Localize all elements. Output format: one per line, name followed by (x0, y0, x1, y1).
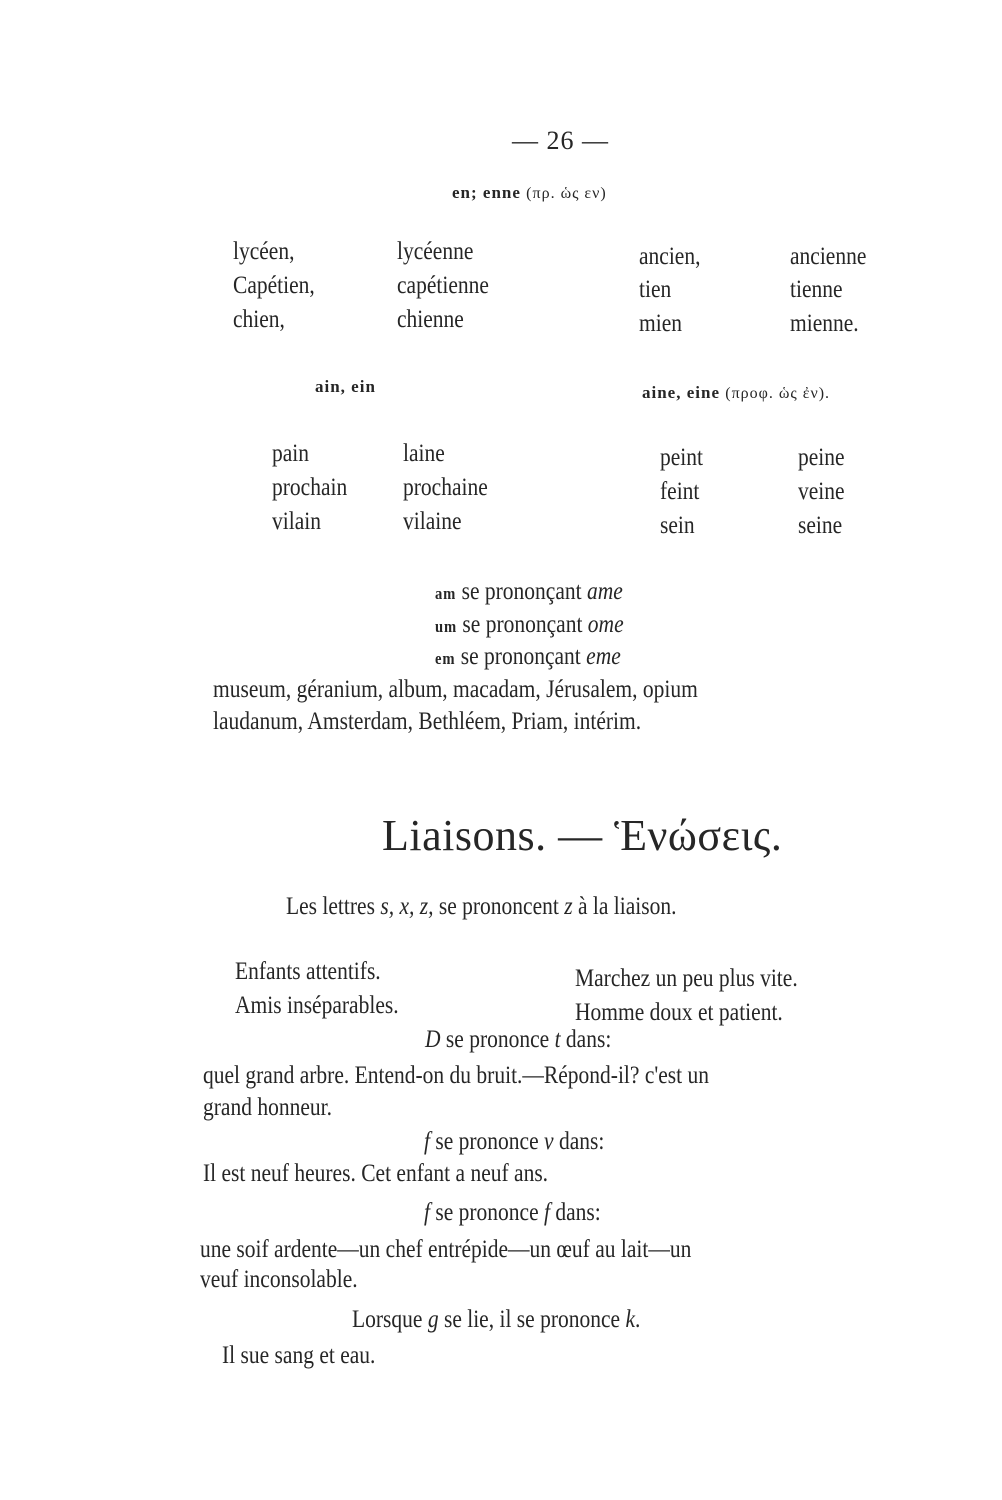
example: Homme doux et patient. (575, 999, 783, 1026)
rule-letter: v (544, 1128, 554, 1155)
rule-text: se prononce (429, 1128, 545, 1155)
section-header-aine-eine (642, 383, 830, 403)
word: prochain (272, 474, 348, 501)
examples-line: museum, géranium, album, macadam, Jérusalem, opium (213, 676, 698, 703)
example-line: Il est neuf heures. Cet enfant a neuf ans. (203, 1160, 549, 1187)
example: Enfants attentifs. (235, 958, 381, 985)
rule-text: Les lettres (286, 893, 381, 920)
rule-italic: eme (586, 643, 621, 670)
rule-text: se lie, il se prononce (438, 1306, 626, 1333)
f-f-rule (424, 1199, 601, 1227)
rule-letter: f (544, 1199, 550, 1226)
word: Capétien, (233, 272, 315, 299)
rule-letter: f (424, 1128, 430, 1155)
word: vilain (272, 508, 321, 535)
example-line: veuf inconsolable. (200, 1266, 358, 1293)
example-line: Il sue sang et eau. (222, 1342, 376, 1369)
f-v-rule (424, 1128, 604, 1156)
word: seine (798, 512, 843, 539)
rule-text: à la liaison. (572, 893, 677, 920)
page-number: — 26 — (512, 126, 609, 155)
d-rule (425, 1026, 611, 1054)
header-greek: (προφ. ὡς ἐν). (725, 385, 831, 402)
rule-text: se prononce (429, 1199, 545, 1226)
rule-italic: ame (586, 578, 623, 605)
rule-text: se prononçant (455, 643, 587, 670)
rule-letters: s, x, z, (380, 893, 434, 920)
word: peint (660, 444, 703, 471)
word: mienne. (790, 310, 859, 337)
header-bold: aine, eine (642, 383, 720, 402)
header-bold: en; enne (452, 183, 521, 202)
rule-letter: k (625, 1306, 636, 1333)
rule-letter: t (554, 1026, 561, 1053)
word: prochaine (403, 474, 488, 501)
example: Marchez un peu plus vite. (575, 965, 798, 992)
word: chien, (233, 306, 285, 333)
rule-italic: ome (587, 611, 624, 638)
rule-letter: g (427, 1306, 439, 1333)
word: ancienne (790, 243, 867, 270)
liaison-rule (286, 893, 677, 921)
rule-um (435, 611, 624, 639)
rule-text: se prononce (440, 1026, 555, 1053)
rule-bold: am (435, 584, 457, 603)
example-line: grand honneur. (203, 1094, 332, 1121)
section-header-ain-ein: ain, ein (315, 377, 376, 396)
rule-text: se prononcent (433, 893, 565, 920)
word: feint (660, 478, 700, 505)
g-rule (352, 1306, 640, 1334)
section-title: Liaisons. — Ἑνώσεις. (382, 811, 783, 860)
rule-letter: z (564, 893, 573, 920)
word: pain (272, 440, 310, 467)
word: chienne (397, 306, 464, 333)
rule-text: . (635, 1306, 641, 1333)
word: laine (403, 440, 445, 467)
rule-bold: em (435, 649, 456, 668)
examples-line: laudanum, Amsterdam, Bethléem, Priam, intérim. (213, 708, 642, 735)
rule-text: se prononçant (457, 611, 588, 638)
word: vilaine (403, 508, 462, 535)
example-line: une soif ardente—un chef entrépide—un œuf au lait—un (200, 1236, 692, 1263)
rule-am (435, 578, 623, 606)
word: sein (660, 512, 695, 539)
rule-text: se prononçant (456, 578, 587, 605)
word: lycéenne (397, 238, 474, 265)
rule-text: dans: (549, 1199, 601, 1226)
word: tien (639, 276, 672, 303)
section-header-en-enne (452, 183, 607, 203)
rule-text: dans: (560, 1026, 612, 1053)
header-greek: (πρ. ὡς εν) (526, 185, 607, 202)
rule-text: dans: (553, 1128, 605, 1155)
rule-letter: f (424, 1199, 430, 1226)
word: tienne (790, 276, 843, 303)
rule-text: Lorsque (352, 1306, 428, 1333)
word: veine (798, 478, 845, 505)
word: lycéen, (233, 238, 295, 265)
rule-em (435, 643, 621, 671)
example-line: quel grand arbre. Entend-on du bruit.—Répond-il? c'est un (203, 1062, 710, 1089)
word: mien (639, 310, 682, 337)
word: peine (798, 444, 845, 471)
example: Amis inséparables. (235, 992, 399, 1019)
word: ancien, (639, 243, 701, 270)
rule-bold: um (435, 617, 458, 636)
rule-letter: D (425, 1026, 441, 1053)
word: capétienne (397, 272, 489, 299)
